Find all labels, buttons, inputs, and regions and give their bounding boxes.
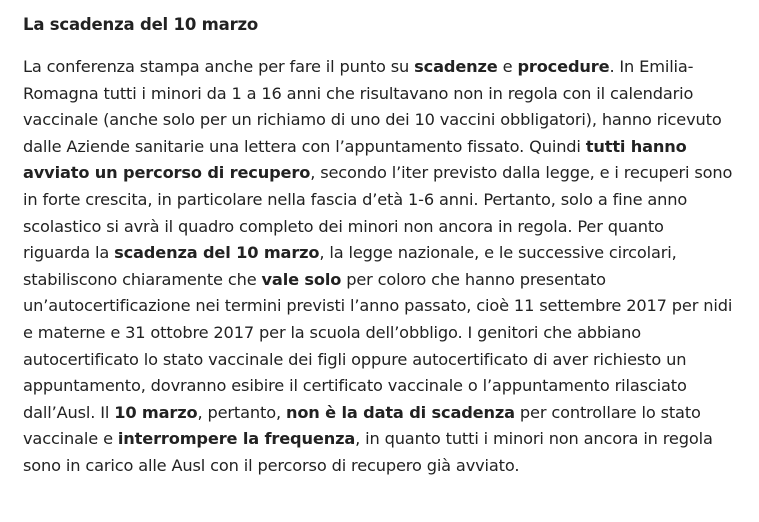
paragraph-segment: La conferenza stampa anche per fare il punto su bbox=[23, 57, 415, 76]
paragraph-segment: , pertanto, bbox=[197, 402, 286, 422]
article-paragraph bbox=[23, 54, 735, 480]
paragraph-segment-bold: 10 marzo bbox=[114, 402, 198, 422]
paragraph-segment-bold: procedure bbox=[517, 57, 610, 76]
paragraph-segment-bold: vale solo bbox=[261, 269, 342, 289]
paragraph-segment-bold: tutti hanno avviato un percorso di recupero bbox=[23, 136, 687, 183]
paragraph-segment: per controllare lo stato vaccinale e bbox=[23, 402, 701, 449]
paragraph-segment-bold: scadenza del 10 marzo bbox=[114, 243, 320, 263]
paragraph-segment: , secondo l’iter previsto dalla legge, e i recuperi sono in forte crescita, in particolare nella fascia d’età 1-6 anni. Pertanto, solo a fine anno scolastico si avrà il quadro completo dei minori non ancora in regola. Per quanto riguarda la bbox=[23, 163, 733, 263]
paragraph-segment: per coloro che hanno presentato un’autocertificazione nei termini previsti l’anno passato, cioè 11 settembre 2017 per nidi e materne e 31 ottobre 2017 per la scuola dell’obbligo. I genitori che abbiano autocertificato lo stato vaccinale dei figli oppure autocertificato di aver richiesto un appuntamento, dovranno esibire il certificato vaccinale o l’appuntamento rilasciato dall’Ausl. Il bbox=[23, 269, 733, 422]
paragraph-segment-bold: interrompere la frequenza bbox=[117, 429, 356, 449]
paragraph-segment: e bbox=[497, 57, 518, 76]
paragraph-segment-bold: non è la data di scadenza bbox=[285, 402, 515, 422]
paragraph-segment: . In Emilia-Romagna tutti i minori da 1 a 16 anni che risultavano non in regola con il calendario vaccinale (anche solo per un richiamo di uno dei 10 vaccini obbligatori), hanno ricevuto dalle Aziende sanitarie una lettera con l’appuntamento fissato. Quindi bbox=[23, 57, 722, 156]
article bbox=[23, 14, 735, 480]
article-heading: La scadenza del 10 marzo bbox=[23, 15, 259, 34]
paragraph-segment: , in quanto tutti i minori non ancora in regola sono in carico alle Ausl con il percorso di recupero già avviato. bbox=[23, 429, 713, 475]
paragraph-segment: , la legge nazionale, e le successive circolari, stabiliscono chiaramente che bbox=[23, 243, 677, 289]
paragraph-segment-bold: scadenze bbox=[414, 57, 498, 76]
